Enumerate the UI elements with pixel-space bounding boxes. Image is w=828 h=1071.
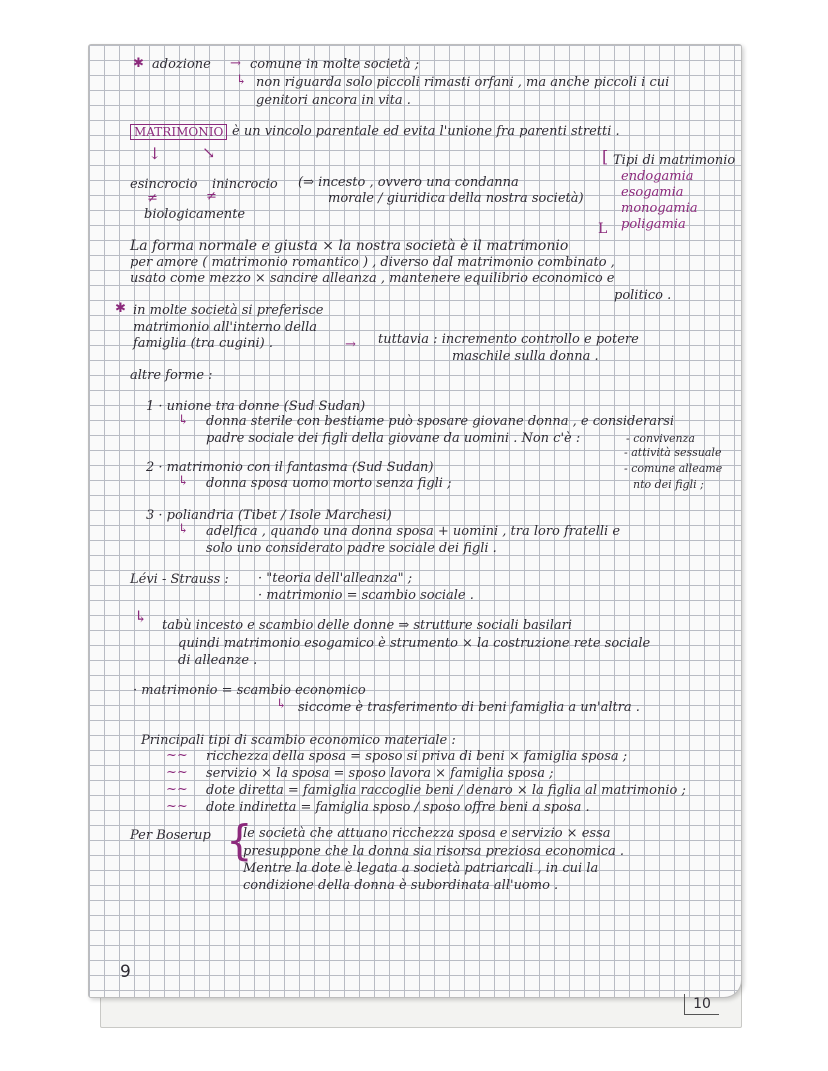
neq-symbol: ≠ xyxy=(206,189,217,204)
tipi-title: Tipi di matrimonio xyxy=(613,153,736,168)
levi-strauss-label: Lévi - Strauss : xyxy=(130,572,229,587)
esincrocio: esincrocio xyxy=(130,177,198,192)
biologicamente: biologicamente xyxy=(144,207,246,222)
levi-bullet1: · "teoria dell'alleanza" ; xyxy=(258,571,413,586)
forma1-title: 1 · unione tra donne (Sud Sudan) xyxy=(146,399,366,414)
tuttavia-line1: tuttavia : incremento controllo e potere xyxy=(378,332,639,347)
principali-item2: servizio × la sposa = sposo lavora × famiglia sposa ; xyxy=(206,766,554,781)
page-number-left: 9 xyxy=(120,962,131,982)
principali-item3: dote diretta = famiglia raccoglie beni / denaro × la figlia al matrimonio ; xyxy=(206,783,686,798)
pref-line3: famiglia (tra cugini) . xyxy=(133,336,273,351)
tipo-esogamia: esogamia xyxy=(621,185,684,200)
inincrocio: inincrocio xyxy=(212,177,278,192)
bent-arrow-icon: ↳ xyxy=(178,474,189,489)
boserup-line4: condizione della donna è subordinata all'uomo . xyxy=(243,878,559,893)
principali-title: Principali tipi di scambio economico materiale : xyxy=(141,733,456,748)
forma3-title: 3 · poliandria (Tibet / Isole Marchesi) xyxy=(146,508,392,523)
incesto-line1: (⇒ incesto , ovvero una condanna xyxy=(298,175,519,190)
arrow-icon: → xyxy=(230,56,241,71)
wave-icon: ~~ xyxy=(166,782,188,797)
forma1-line2: padre sociale dei figli della giovane da uomini . Non c'è : xyxy=(206,431,581,446)
bent-arrow-icon: ↳ xyxy=(236,73,247,88)
pref-line2: matrimonio all'interno della xyxy=(133,320,318,335)
levi-text3: di alleanze . xyxy=(178,653,258,668)
forma3-line2: solo uno considerato padre sociale dei figli . xyxy=(206,541,497,556)
incesto-line2: morale / giuridica della nostra società) xyxy=(328,191,584,206)
principali-item4: dote indiretta = famiglia sposo / sposo offre beni a sposa . xyxy=(206,800,590,815)
arrow-icon: → xyxy=(345,337,356,352)
forma1-note1: - convivenza xyxy=(626,432,695,445)
bracket-icon: [ xyxy=(602,147,609,166)
pref-line1: in molte società si preferisce xyxy=(133,303,324,318)
tipo-poligamia: poligamia xyxy=(621,217,686,232)
adozione-line3: genitori ancora in vita . xyxy=(256,93,411,108)
bent-arrow-icon: ↳ xyxy=(178,413,189,428)
boserup-line1: le società che attuano ricchezza sposa e servizio × essa xyxy=(243,826,611,841)
principali-item1: ricchezza della sposa = sposo si priva di beni × famiglia sposa ; xyxy=(206,749,628,764)
boserup-line3: Mentre la dote è legata a società patriarcali , in cui la xyxy=(243,861,599,876)
forma1-note4: nto dei figli ; xyxy=(633,478,704,491)
scambio-line1: · matrimonio = scambio economico xyxy=(133,683,366,698)
star-bullet: ✱ xyxy=(115,301,126,316)
neq-symbol: ≠ xyxy=(147,191,158,206)
forma1-line1: donna sterile con bestiame può sposare giovane donna , e considerarsi xyxy=(206,414,675,429)
boserup-label: Per Boserup xyxy=(130,828,211,843)
scambio-line2: siccome è trasferimento di beni famiglia a un'altra . xyxy=(298,700,640,715)
forma1-note3: - comune alleame xyxy=(624,462,723,475)
forma2-line1: donna sposa uomo morto senza figli ; xyxy=(206,476,452,491)
para-line3: usato come mezzo × sancire alleanza , mantenere equilibrio economico e xyxy=(130,271,615,286)
adozione-line1: comune in molte società ; xyxy=(250,57,420,72)
wave-icon: ~~ xyxy=(166,748,188,763)
para-line1: La forma normale e giusta × la nostra società è il matrimonio xyxy=(130,238,569,254)
levi-text2: quindi matrimonio esogamico è strumento × la costruzione rete sociale xyxy=(178,636,651,651)
para-line2: per amore ( matrimonio romantico ) , diverso dal matrimonio combinato , xyxy=(130,255,615,270)
forma2-title: 2 · matrimonio con il fantasma (Sud Sudan) xyxy=(146,460,434,475)
matrimonio-definition: è un vincolo parentale ed evita l'unione fra parenti stretti . xyxy=(232,124,620,139)
bent-arrow-icon: ↳ xyxy=(178,522,189,537)
adozione-label: adozione xyxy=(152,57,211,72)
wave-icon: ~~ xyxy=(166,799,188,814)
tuttavia-line2: maschile sulla donna . xyxy=(452,349,599,364)
altre-forme-title: altre forme : xyxy=(130,368,213,383)
forma1-note2: - attività sessuale xyxy=(624,446,722,459)
adozione-line2: non riguarda solo piccoli rimasti orfani , ma anche piccoli i cui xyxy=(256,75,670,90)
levi-bullet2: · matrimonio = scambio sociale . xyxy=(258,588,474,603)
tipo-endogamia: endogamia xyxy=(621,169,694,184)
para-line4: politico . xyxy=(614,288,672,303)
bent-arrow-icon: ↳ xyxy=(276,697,287,712)
bent-arrow-icon: ↳ xyxy=(134,607,148,626)
corner-icon: L xyxy=(598,221,608,237)
tipo-monogamia: monogamia xyxy=(621,201,698,216)
star-bullet: ✱ xyxy=(133,56,144,71)
brace-icon: { xyxy=(226,816,253,865)
diag-arrow-icon: ↘ xyxy=(202,143,216,162)
wave-icon: ~~ xyxy=(166,765,188,780)
levi-text1: tabù incesto e scambio delle donne ⇒ strutture sociali basilari xyxy=(162,618,573,633)
page-number-right: 10 xyxy=(684,994,719,1015)
forma3-line1: adelfica , quando una donna sposa + uomini , tra loro fratelli e xyxy=(206,524,621,539)
boserup-line2: presuppone che la donna sia risorsa preziosa economica . xyxy=(243,844,624,859)
down-arrow-icon: ↓ xyxy=(148,144,162,163)
matrimonio-title: MATRIMONIO xyxy=(130,124,227,140)
